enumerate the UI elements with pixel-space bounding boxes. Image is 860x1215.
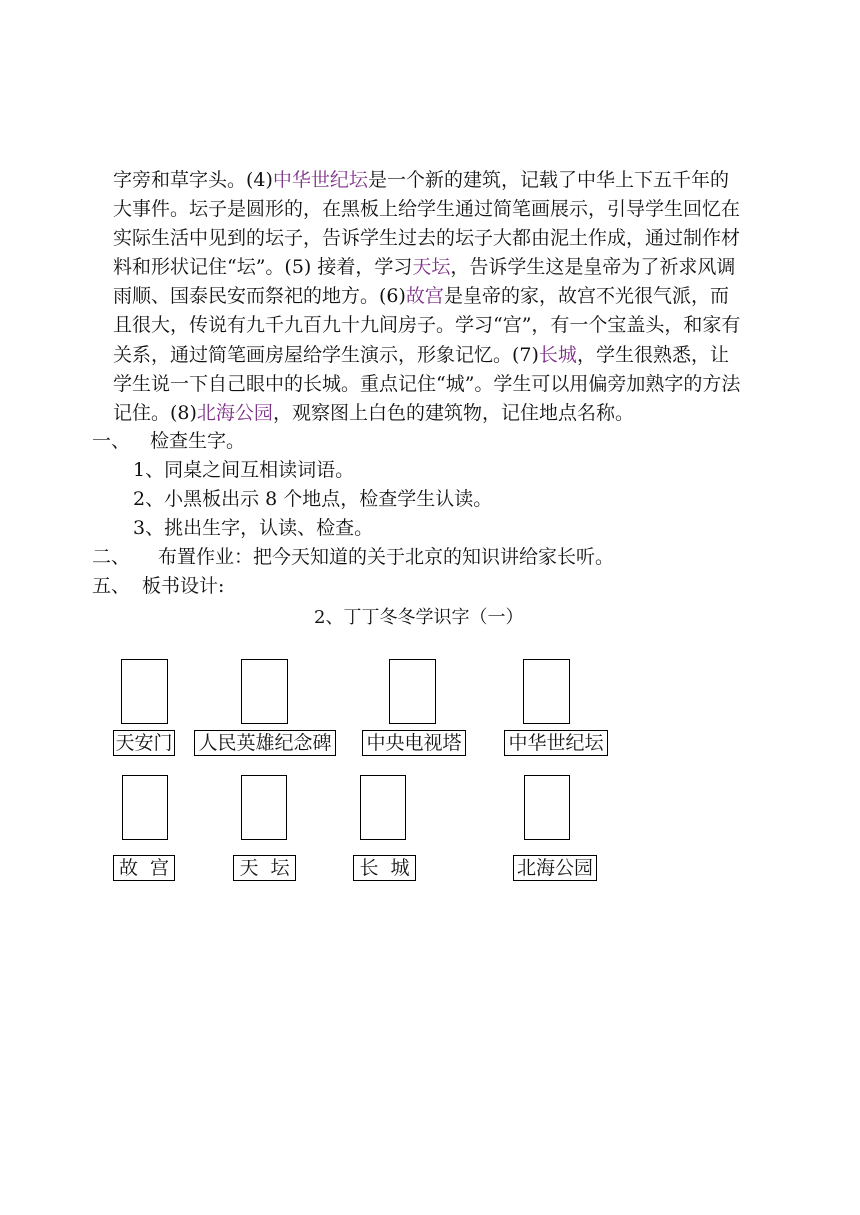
highlighted-place-name: 天坛 (412, 256, 451, 279)
highlighted-place-name: 故宫 (405, 285, 444, 308)
section-number: 五、 (92, 575, 131, 597)
paragraph-text: 是皇帝的家，故宫不光很气派，而 (443, 285, 729, 308)
paragraph-text: 关系，通过简笔画房屋给学生演示，形象记忆。(7) (113, 343, 539, 366)
section-text: 板书设计: (142, 575, 225, 597)
section-number: 二、 (92, 546, 131, 568)
section-text: 布置作业：把今天知道的关于北京的知识讲给家长听。 (158, 546, 615, 568)
lesson-paragraph (113, 166, 773, 428)
section-board-heading (92, 572, 224, 600)
board-label: 中华世纪坛 (504, 730, 608, 756)
paragraph-line (113, 370, 773, 399)
highlighted-place-name: 北海公园 (196, 401, 273, 424)
board-blank-box (524, 775, 570, 840)
board-label: 长 城 (353, 855, 416, 881)
highlighted-place-name: 中华世纪坛 (272, 169, 368, 191)
board-blank-box (389, 659, 436, 724)
highlighted-place-name: 长城 (538, 343, 577, 366)
paragraph-text: 料和形状记住“坛”。(5) 接着，学习 (113, 256, 413, 279)
paragraph-line (113, 224, 773, 253)
paragraph-text: ，观察图上白色的建筑物，记住地点名称。 (272, 401, 634, 424)
board-label: 天 坛 (233, 855, 296, 881)
section-check-heading (92, 427, 245, 455)
paragraph-line (113, 341, 773, 370)
paragraph-text: 且很大，传说有九千九百九十九间房子。学习“宫”，有一个宝盖头，和家有 (113, 314, 741, 337)
paragraph-line (113, 195, 773, 224)
paragraph-text: 记住。(8) (113, 401, 197, 424)
board-blank-box (121, 659, 168, 724)
paragraph-text: 实际生活中见到的坛子，告诉学生过去的坛子大都由泥土作成，通过制作材 (113, 227, 741, 250)
board-blank-box (122, 775, 168, 840)
board-title: 2、丁丁冬冬学识字（一） (314, 607, 524, 628)
board-blank-box (241, 659, 288, 724)
board-label: 天安门 (113, 730, 175, 756)
section-homework-heading (92, 543, 614, 571)
check-item-3: 3、挑出生字，认读、检查。 (133, 517, 374, 539)
check-item-2: 2、小黑板出示 8 个地点，检查学生认读。 (133, 488, 493, 510)
paragraph-line (113, 311, 773, 340)
paragraph-text: ，告诉学生这是皇帝为了祈求风调 (450, 256, 736, 279)
paragraph-line (113, 253, 773, 282)
paragraph-text: 大事件。坛子是圆形的，在黑板上给学生通过简笔画展示，引导学生回忆在 (113, 198, 741, 221)
board-label: 中央电视塔 (362, 730, 466, 756)
board-label: 北海公园 (513, 855, 597, 881)
paragraph-line (113, 282, 773, 311)
board-blank-box (241, 775, 287, 840)
paragraph-line (113, 399, 773, 428)
paragraph-text: 雨顺、国泰民安而祭祀的地方。(6) (113, 285, 406, 308)
board-blank-box (360, 775, 406, 840)
paragraph-text: 学生说一下自己眼中的长城。重点记住“城”。学生可以用偏旁加熟字的方法 (113, 372, 741, 395)
section-text: 检查生字。 (150, 430, 246, 452)
paragraph-line (113, 166, 773, 195)
board-label: 人民英雄纪念碑 (194, 730, 336, 756)
board-blank-box (523, 659, 570, 724)
paragraph-text: ，学生很熟悉，让 (576, 343, 729, 366)
check-item-1: 1、同桌之间互相读词语。 (133, 459, 355, 481)
board-label: 故 宫 (113, 855, 175, 881)
paragraph-text: 字旁和草字头。(4) (113, 169, 273, 191)
section-number: 一、 (92, 430, 131, 452)
paragraph-text: 是一个新的建筑，记载了中华上下五千年的 (367, 169, 729, 191)
